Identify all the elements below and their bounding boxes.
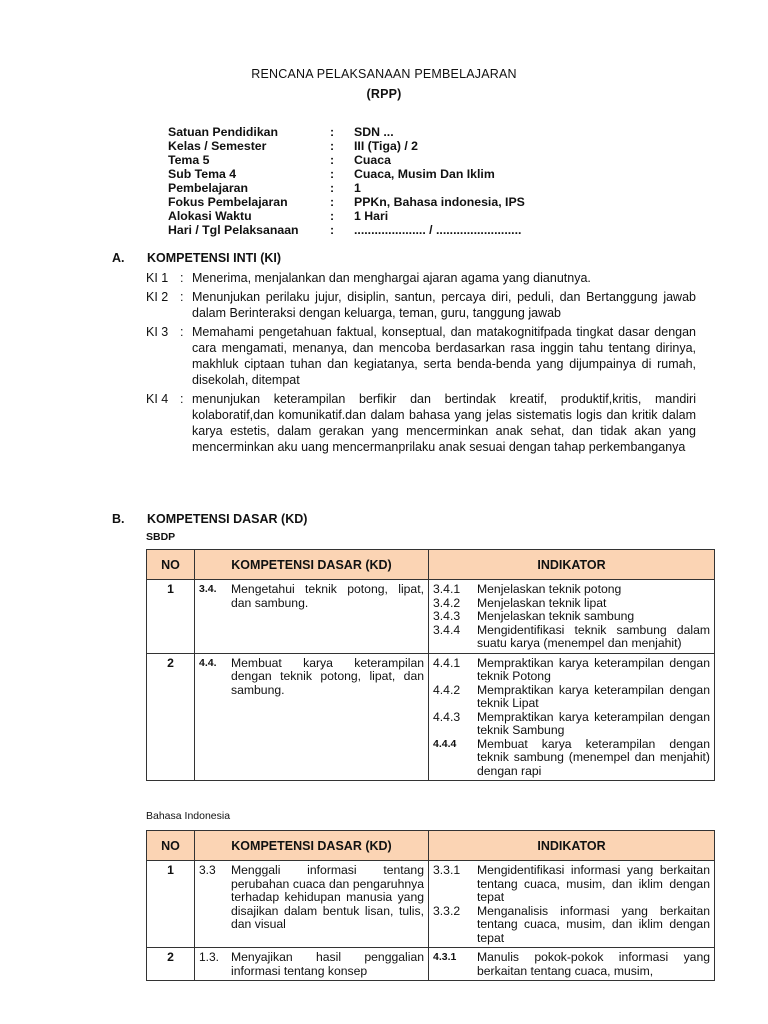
indicator-text: Menjelaskan teknik lipat [477, 595, 607, 610]
indicator-cell [429, 861, 715, 948]
identity-label: Alokasi Waktu [168, 209, 252, 223]
indicator-cell [429, 653, 715, 781]
identity-colon: : [330, 167, 335, 181]
kd-text: Menggali informasi tentang perubahan cuaca dan pengaruhnya terhadap kehidupan manusia yang disajikan dalam bentuk lisan, tulis, dan visual [231, 863, 424, 931]
ki-text: Memahami pengetahuan faktual, konseptual, dan matakognitifpada tingkat dasar dengan cara mengamati, menanya, dan mencoba berdasarkan rasa inggin tahu tentang dirinya, makhluk ciptaan tuhan dan kegiatanya, serta benda-benda yang dijumpainya di rumah, disekolah, ditempat [192, 325, 696, 387]
identity-colon: : [330, 209, 335, 223]
ki-text: menunjukan keterampilan berfikir dan bertindak kreatif, produktif,kritis, mandiri kolaboratif,dan komunikatif.dan dalam bahasa yang jelas sistematis logis dan kritik dalam karya estetis, dalam gerakan yang mencerminkan anak sehat, dan tidak akan yang mencerminkan aku uang mencermanprilaku anak sesuai dengan tahap perkembanganya [192, 392, 696, 454]
ki-label: KI 4 [146, 392, 169, 406]
indicator-text: Mempraktikan karya keterampilan dengan teknik Sambung [477, 709, 710, 737]
identity-row [168, 139, 525, 153]
identity-value: PPKn, Bahasa indonesia, IPS [354, 195, 525, 209]
table-row [147, 861, 715, 948]
identity-value: SDN ... [354, 125, 394, 139]
indicator-number: 4.4.2 [433, 682, 461, 697]
kd-number: 3.3 [199, 863, 216, 877]
identity-row [168, 167, 525, 181]
indicator-text: Menjelaskan teknik sambung [477, 609, 635, 623]
column-header-no: NO [147, 831, 195, 861]
ki-colon: : [180, 271, 184, 285]
identity-colon: : [330, 153, 335, 167]
identity-colon: : [330, 223, 335, 237]
indicator-text: Menganalisis informasi yang berkaitan tentang cuaca, musim, dan iklim dengan tepat [477, 903, 710, 945]
section-b-heading [112, 512, 307, 526]
row-number: 1 [147, 861, 195, 948]
identity-row [168, 195, 525, 209]
column-header-kd: KOMPETENSI DASAR (KD) [195, 831, 429, 861]
indicator-number: 4.4.4 [433, 737, 457, 750]
bahasa-indonesia-label: Bahasa Indonesia [146, 810, 231, 822]
section-a-letter: A. [112, 251, 125, 265]
ki-text: Menunjukan perilaku jujur, disiplin, santun, percaya diri, peduli, dan Bertanggung jawab dalam Berinteraksi dengan keluarga, teman, guru, tanggung jawab [192, 290, 696, 320]
sbdp-table [146, 549, 715, 781]
table-header-row [147, 550, 715, 580]
identity-row [168, 153, 525, 167]
document-subtitle: (RPP) [366, 87, 402, 101]
ki-colon: : [180, 325, 184, 339]
ki-colon: : [180, 290, 184, 304]
identity-block [168, 125, 525, 237]
identity-colon: : [330, 195, 335, 209]
section-a-title: KOMPETENSI INTI (KI) [147, 251, 282, 265]
identity-colon: : [330, 139, 335, 153]
table-row [147, 948, 715, 981]
identity-row [168, 209, 525, 223]
indicator-text: Mempraktikan karya keterampilan dengan teknik Potong [477, 655, 710, 683]
indicator-text: Menjelaskan teknik potong [477, 582, 622, 596]
row-number: 2 [147, 948, 195, 981]
identity-value: Cuaca [354, 153, 391, 167]
identity-value: 1 Hari [354, 209, 389, 223]
ki-label: KI 2 [146, 290, 169, 304]
identity-row [168, 223, 525, 237]
table-row [147, 580, 715, 654]
kd-number: 3.4. [199, 583, 217, 595]
indicator-text: Mengidentifikasi informasi yang berkaitan tentang cuaca, musim, dan iklim dengan tepat [477, 863, 710, 904]
table-header-row [147, 831, 715, 861]
ki-label: KI 1 [146, 271, 169, 285]
column-header-no: NO [147, 550, 195, 580]
identity-label: Fokus Pembelajaran [168, 195, 288, 209]
ki-label: KI 3 [146, 325, 169, 339]
ki-text: Menerima, menjalankan dan menghargai ajaran agama yang dianutnya. [192, 271, 591, 285]
identity-value: III (Tiga) / 2 [354, 139, 419, 153]
ki-item [146, 270, 696, 286]
kd-text: Membuat karya keterampilan dengan teknik potong, lipat, dan sambung. [231, 655, 424, 697]
indicator-text: Mempraktikan karya keterampilan dengan teknik Lipat [477, 682, 710, 710]
kd-cell [195, 948, 429, 981]
row-number: 2 [147, 653, 195, 781]
indicator-number: 3.4.3 [433, 609, 461, 623]
identity-label: Kelas / Semester [168, 139, 267, 153]
indicator-text: Mengidentifikasi teknik sambung dalam suatu karya (menempel dan menjahit) [477, 622, 710, 650]
indicator-number: 3.4.2 [433, 595, 461, 610]
ki-item [146, 289, 696, 321]
ki-item [146, 391, 696, 455]
identity-label: Sub Tema 4 [168, 167, 237, 181]
indicator-cell [429, 580, 715, 654]
kd-cell [195, 653, 429, 781]
section-b-title: KOMPETENSI DASAR (KD) [147, 512, 308, 526]
kd-number: 4.4. [199, 656, 217, 669]
identity-row [168, 125, 525, 139]
indicator-number: 4.4.3 [433, 709, 461, 724]
indicator-cell [429, 948, 715, 981]
column-header-indikator: INDIKATOR [429, 831, 715, 861]
indicator-number: 4.4.1 [433, 655, 461, 670]
kd-text: Menyajikan hasil penggalian informasi tentang konsep [231, 950, 424, 978]
indicator-text: Manulis pokok-pokok informasi yang berkaitan tentang cuaca, musim, [477, 950, 710, 978]
ki-item [146, 324, 696, 388]
identity-label: Hari / Tgl Pelaksanaan [168, 223, 299, 237]
identity-label: Tema 5 [168, 153, 210, 167]
identity-colon: : [330, 181, 335, 195]
sbdp-label: SBDP [146, 531, 176, 543]
identity-label: Satuan Pendidikan [168, 125, 279, 139]
kd-text: Mengetahui teknik potong, lipat, dan sambung. [231, 582, 424, 610]
indicator-number: 3.4.4 [433, 622, 461, 637]
section-b-letter: B. [112, 512, 125, 526]
ki-list [146, 270, 696, 458]
ki-colon: : [180, 392, 184, 406]
identity-value: ..................... / ......................... [354, 223, 522, 237]
kd-number: 1.3. [199, 950, 220, 964]
bahasa-indonesia-table [146, 830, 715, 981]
identity-value: Cuaca, Musim Dan Iklim [354, 167, 495, 181]
column-header-indikator: INDIKATOR [429, 550, 715, 580]
identity-row [168, 181, 525, 195]
identity-colon: : [330, 125, 335, 139]
kd-cell [195, 861, 429, 948]
indicator-text: Membuat karya keterampilan dengan teknik sambung (menempel dan menjahit) dengan rapi [477, 736, 710, 778]
indicator-number: 3.4.1 [433, 582, 461, 596]
table-row [147, 653, 715, 781]
identity-value: 1 [354, 181, 361, 195]
column-header-kd: KOMPETENSI DASAR (KD) [195, 550, 429, 580]
kd-cell [195, 580, 429, 654]
indicator-number: 3.3.2 [433, 903, 461, 918]
identity-label: Pembelajaran [168, 181, 248, 195]
section-a-heading [112, 251, 281, 265]
document-title: RENCANA PELAKSANAAN PEMBELAJARAN [251, 67, 517, 81]
row-number: 1 [147, 580, 195, 654]
indicator-number: 3.3.1 [433, 863, 461, 877]
indicator-number: 4.3.1 [433, 951, 457, 963]
